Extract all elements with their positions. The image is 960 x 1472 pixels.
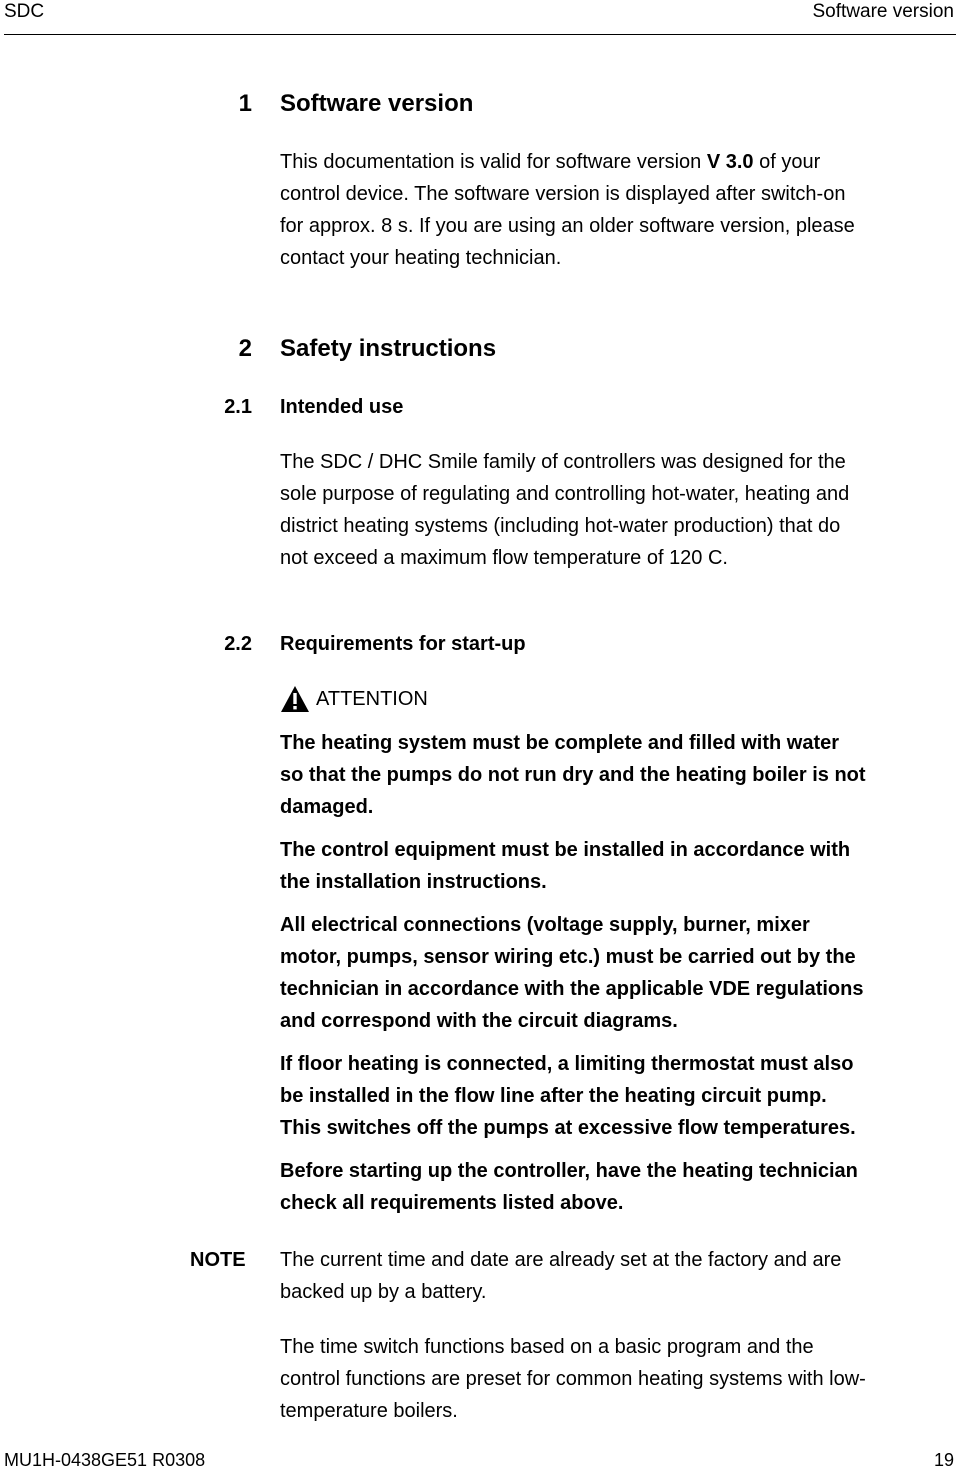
attention-paragraph: Before starting up the controller, have the heating technician check all requirements listed above. xyxy=(280,1160,858,1214)
body-line: This documentation is valid for software version V 3.0 of your xyxy=(280,151,821,173)
version-number: V 3.0 xyxy=(706,151,754,173)
attention-paragraph: The control equipment must be installed in accordance with the installation instructions. xyxy=(280,839,851,893)
subsection-title: Intended use xyxy=(280,396,404,418)
note-paragraph: The current time and date are already set at the factory and are backed up by a battery. xyxy=(280,1249,842,1303)
footer-doc-id: MU1H-0438GE51 R0308 xyxy=(4,1450,206,1470)
subsection-title: Requirements for start-up xyxy=(280,633,526,655)
header-right: Software version xyxy=(812,1,954,22)
section-number: 2 xyxy=(238,335,252,362)
header-left: SDC xyxy=(4,1,45,22)
subsection-number: 2.1 xyxy=(224,396,252,418)
body-line: The SDC / DHC Smile family of controllers was designed for the xyxy=(280,451,846,473)
body-line: district heating systems (including hot-water production) that do xyxy=(280,515,841,537)
section-title: Software version xyxy=(280,90,474,117)
section-1-body xyxy=(280,146,960,274)
attention-paragraph: If floor heating is connected, a limiting thermostat must also be installed in the flow line after the heating circuit pump. This switches off the pumps at excessive flow temperatures. xyxy=(280,1053,856,1139)
section-number: 1 xyxy=(238,90,252,117)
attention-paragraph: The heating system must be complete and filled with water so that the pumps do not run dry and the heating boiler is not damaged. xyxy=(280,732,866,818)
attention-paragraph: All electrical connections (voltage supply, burner, mixer motor, pumps, sensor wiring etc.) must be carried out by the technician in accordance with the applicable VDE regulations and correspond with the circuit diagrams. xyxy=(280,914,864,1032)
body-line: contact your heating technician. xyxy=(280,247,562,269)
body-line: sole purpose of regulating and controlling hot-water, heating and xyxy=(280,483,850,505)
body-line: for approx. 8 s. If you are using an older software version, please xyxy=(280,215,855,237)
subsection-number: 2.2 xyxy=(224,633,252,655)
note-label: NOTE xyxy=(190,1249,246,1271)
section-title: Safety instructions xyxy=(280,335,497,362)
body-line: not exceed a maximum flow temperature of 120 C. xyxy=(280,547,728,569)
header-rule xyxy=(4,34,956,35)
attention-label-row xyxy=(280,683,428,715)
note-paragraph: The time switch functions based on a basic program and the control functions are preset for common heating systems with low- temperature boilers. xyxy=(280,1336,866,1422)
warning-triangle-icon xyxy=(280,685,310,713)
body-line: control device. The software version is displayed after switch-on xyxy=(280,183,846,205)
page-number: 19 xyxy=(933,1450,954,1470)
intended-use-body xyxy=(280,446,960,574)
attention-label: ATTENTION xyxy=(316,687,428,710)
